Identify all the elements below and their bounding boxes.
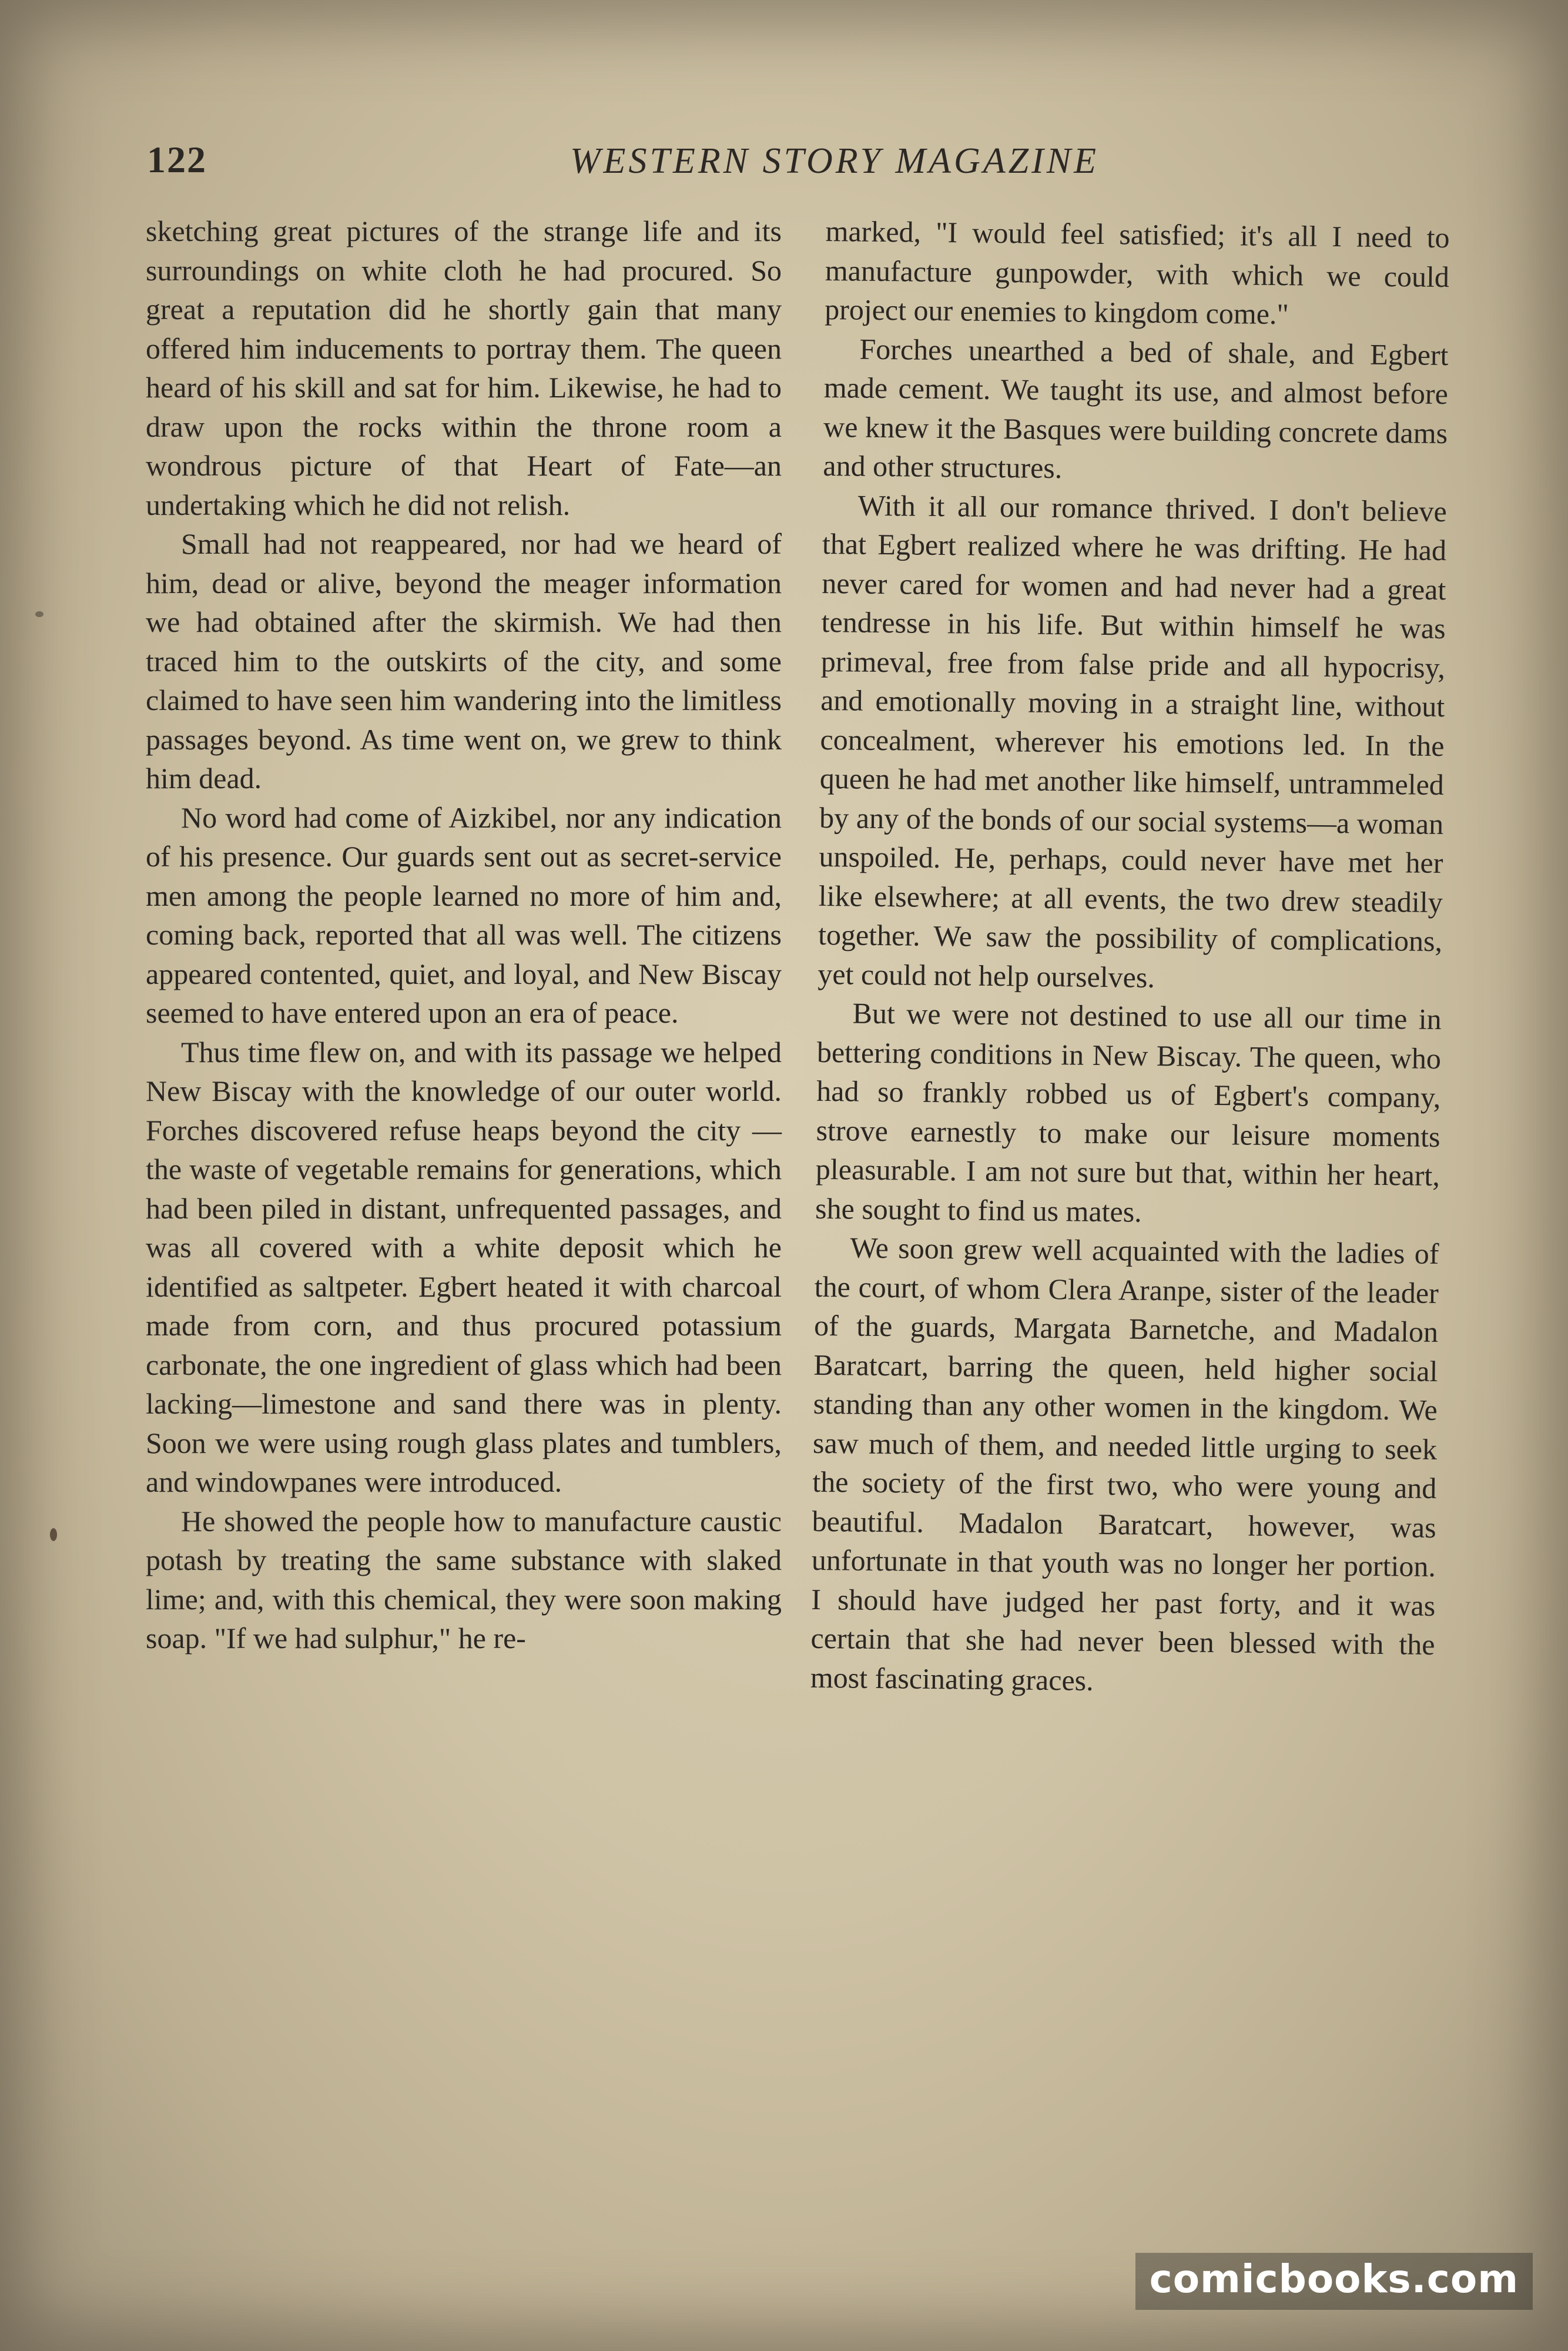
left-column: [146, 212, 782, 1658]
paragraph: Thus time flew on, and with its passage we helped New Biscay with the knowledge of our outer world. Forches discovered refuse heaps beyond the city —the waste of vegetable remains for generations, which had been piled in distant, unfrequented passages, and was all covered with a white deposit which he identified as saltpeter. Egbert heated it with charcoal made from corn, and thus procured potassium carbonate, the one ingredient of glass which had been lacking—limestone and sand there was in plenty. Soon we were using rough glass plates and tumblers, and windowpanes were introduced.: [146, 1035, 782, 1498]
paper-mark: [50, 1528, 57, 1541]
right-column: [810, 212, 1450, 1703]
page-number: 122: [147, 139, 207, 180]
paragraph: With it all our romance thrived. I don't believe that Egbert realized where he was drifting. He had never cared for women and had never had a great tendresse in his life. But within himself he was primeval, free from false pride and all hypocrisy, and emotionally moving in a straight line, without concealment, wherever his emotions led. In the queen he had met another like himself, untrammeled by any of the bonds of our social systems—a woman unspoiled. He, perhaps, could never have met her like elsewhere; at all events, the two drew steadily together. We saw the possibility of complications, yet could not help ourselves.: [817, 488, 1448, 994]
paragraph: Small had not reappeared, nor had we heard of him, dead or alive, beyond the meager information we had obtained after the skirmish. We had then traced him to the outskirts of the city, and some claimed to have seen him wandering into the limitless passages beyond. As time went on, we grew to think him dead.: [146, 527, 782, 795]
paragraph: No word had come of Aizkibel, nor any indication of his presence. Our guards sent out as secret-service men among the people learned no more of him and, coming back, reported that all was well. The citizens appeared contented, quiet, and loyal, and New Biscay seemed to have entered upon an era of peace.: [146, 801, 782, 1029]
paragraph: But we were not destined to use all our time in bettering conditions in New Biscay. The queen, who had so frankly robbed us of Egbert's company, strove earnestly to make our leisure moments pleasurable. I am not sure but that, within her heart, she sought to find us mates.: [815, 996, 1442, 1228]
paragraph: Forches unearthed a bed of shale, and Egbert made cement. We taught its use, and almost before we knew it the Basques were building concrete dams and other structures.: [823, 332, 1449, 485]
paragraph: sketching great pictures of the strange life and its surroundings on white cloth he had procured. So great a reputation did he shortly gain that many offered him inducements to portray them. The queen heard of his skill and sat for him. Likewise, he had to draw upon the rocks within the throne room a wondrous picture of that Heart of Fate—an undertaking which he did not relish.: [146, 215, 782, 521]
source-watermark: comicbooks.com: [1135, 2253, 1533, 2310]
page-header: [147, 132, 1440, 197]
paragraph: marked, "I would feel satisfied; it's all I need to manufacture gunpowder, with which we could project our enemies to kingdom come.": [824, 214, 1450, 331]
running-title: WESTERN STORY MAGAZINE: [570, 141, 1099, 181]
paper-mark: [35, 611, 43, 617]
paragraph: We soon grew well acquainted with the ladies of the court, of whom Clera Aranpe, sister of the leader of the guards, Margata Barnetche, and Madalon Baratcart, barring the queen, held higher social standing than any other women in the kingdom. We saw much of them, and needed little urging to seek the society of the first two, who were young and beautiful. Madalon Baratcart, however, was unfortunate in that youth was no longer her portion. I should have judged her past forty, and it was certain that she had never been blessed with the most fascinating graces.: [810, 1231, 1439, 1697]
paragraph: He showed the people how to manufacture caustic potash by treating the same substance with slaked lime; and, with this chemical, they were soon making soap. "If we had sulphur," he re-: [146, 1504, 782, 1655]
